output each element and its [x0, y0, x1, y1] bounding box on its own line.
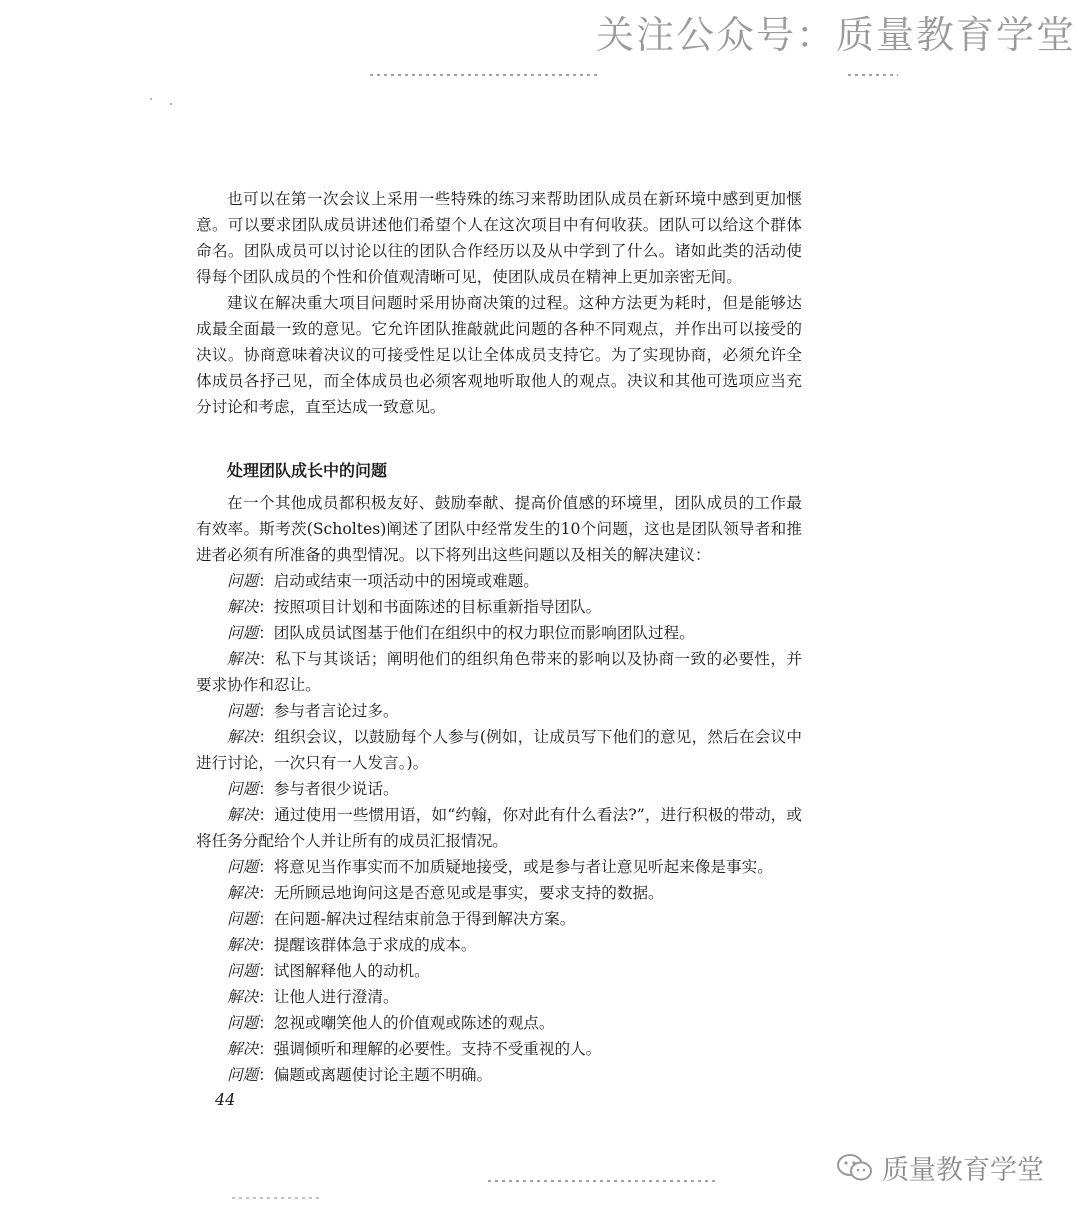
item-tag: 问题 — [227, 1014, 259, 1032]
list-item — [196, 880, 802, 906]
paragraph: 也可以在第一次会议上采用一些特殊的练习来帮助团队成员在新环境中感到更加惬意。可以要求团队成员讲述他们希望个人在这次项目中有何收获。团队可以给这个群体命名。团队成员可以讨论以往的团队合作经历以及从中学到了什么。诸如此类的活动使得每个团队成员的个性和价值观清晰可见，使团队成员在精神上更加亲密无间。 — [196, 190, 802, 286]
item-tag: 问题 — [227, 780, 259, 798]
item-text: ：无所顾忌地询问这是否意见或是事实，要求支持的数据。 — [258, 884, 664, 902]
item-text: ：通过使用一些惯用语，如“约翰，你对此有什么看法?”，进行积极的带动，或将任务分配给个人并让所有的成员汇报情况。 — [196, 806, 803, 850]
scan-artifact — [170, 103, 172, 105]
item-text: ：组织会议，以鼓励每个人参与(例如，让成员写下他们的意见，然后在会议中进行讨论，一次只有一人发言。)。 — [196, 728, 802, 772]
scan-artifact — [150, 98, 152, 100]
problem-solution-list — [196, 568, 802, 1088]
page-body — [196, 186, 802, 1088]
item-tag: 问题 — [227, 910, 259, 928]
list-item — [196, 646, 802, 698]
list-item — [196, 698, 802, 724]
list-item — [196, 594, 802, 620]
item-text: ：团队成员试图基于他们在组织中的权力职位而影响团队过程。 — [258, 624, 695, 642]
section-intro: 在一个其他成员都积极友好、鼓励奉献、提高价值感的环境里，团队成员的工作最有效率。斯考茨(Scholtes)阐述了团队中经常发生的10个问题，这也是团队领导者和推进者必须有所准备的典型情况。以下将列出这些问题以及相关的解决建议： — [196, 494, 802, 564]
item-tag: 问题 — [227, 962, 259, 980]
wechat-label: 质量教育学堂 — [882, 1155, 1044, 1186]
section-heading: 处理团队成长中的问题 — [227, 461, 388, 480]
paragraph: 建议在解决重大项目问题时采用协商决策的过程。这种方法更为耗时，但是能够达成最全面最一致的意见。它允许团队推敲就此问题的各种不同观点，并作出可以接受的决议。协商意味着决议的可接受性足以让全体成员支持它。为了实现协商，必须允许全体成员各抒己见，而全体成员也必须客观地听取他人的观点。决议和其他可选项应当充分讨论和考虑，直至达成一致意见。 — [196, 294, 802, 416]
item-text: ：按照项目计划和书面陈述的目标重新指导团队。 — [258, 598, 602, 616]
list-item — [196, 802, 802, 854]
item-text: ：参与者言论过多。 — [258, 702, 399, 720]
item-text: ：提醒该群体急于求成的成本。 — [258, 936, 477, 954]
item-tag: 问题 — [227, 858, 259, 876]
scan-artifact — [232, 1197, 322, 1199]
item-text: ：参与者很少说话。 — [258, 780, 399, 798]
list-item — [196, 568, 802, 594]
list-item — [196, 724, 802, 776]
item-tag: 解决 — [227, 650, 259, 668]
wechat-watermark — [836, 1148, 1044, 1187]
list-item — [196, 854, 802, 880]
item-tag: 问题 — [227, 702, 259, 720]
item-tag: 解决 — [227, 1040, 259, 1058]
item-tag: 解决 — [227, 598, 259, 616]
list-item — [196, 620, 802, 646]
item-tag: 解决 — [227, 988, 259, 1006]
list-item — [196, 932, 802, 958]
list-item — [196, 1010, 802, 1036]
item-tag: 问题 — [227, 624, 259, 642]
wechat-icon — [836, 1152, 874, 1184]
item-text: ：私下与其谈话；阐明他们的组织角色带来的影响以及协商一致的必要性，并要求协作和忍让。 — [196, 650, 802, 694]
list-item — [196, 776, 802, 802]
list-item — [196, 984, 802, 1010]
item-tag: 问题 — [227, 572, 259, 590]
item-tag: 解决 — [227, 728, 259, 746]
item-text: ：试图解释他人的动机。 — [258, 962, 430, 980]
list-item — [196, 1062, 802, 1088]
list-item — [196, 906, 802, 932]
scan-artifact — [848, 74, 898, 76]
item-tag: 解决 — [227, 884, 259, 902]
watermark-top: 关注公众号：质量教育学堂 — [595, 13, 1076, 57]
item-text: ：偏题或离题使讨论主题不明确。 — [258, 1066, 493, 1084]
list-item — [196, 958, 802, 984]
item-text: ：忽视或嘲笑他人的价值观或陈述的观点。 — [258, 1014, 555, 1032]
scan-artifact — [370, 74, 600, 76]
item-text: ：启动或结束一项活动中的困境或难题。 — [258, 572, 539, 590]
item-tag: 解决 — [227, 806, 259, 824]
item-tag: 问题 — [227, 1066, 259, 1084]
list-item — [196, 1036, 802, 1062]
scan-artifact — [488, 1180, 718, 1182]
item-text: ：强调倾听和理解的必要性。支持不受重视的人。 — [258, 1040, 602, 1058]
item-text: ：在问题-解决过程结束前急于得到解决方案。 — [258, 910, 576, 928]
page-number: 44 — [215, 1090, 236, 1109]
item-text: ：让他人进行澄清。 — [258, 988, 399, 1006]
item-tag: 解决 — [227, 936, 259, 954]
item-text: ：将意见当作事实而不加质疑地接受，或是参与者让意见听起来像是事实。 — [258, 858, 773, 876]
